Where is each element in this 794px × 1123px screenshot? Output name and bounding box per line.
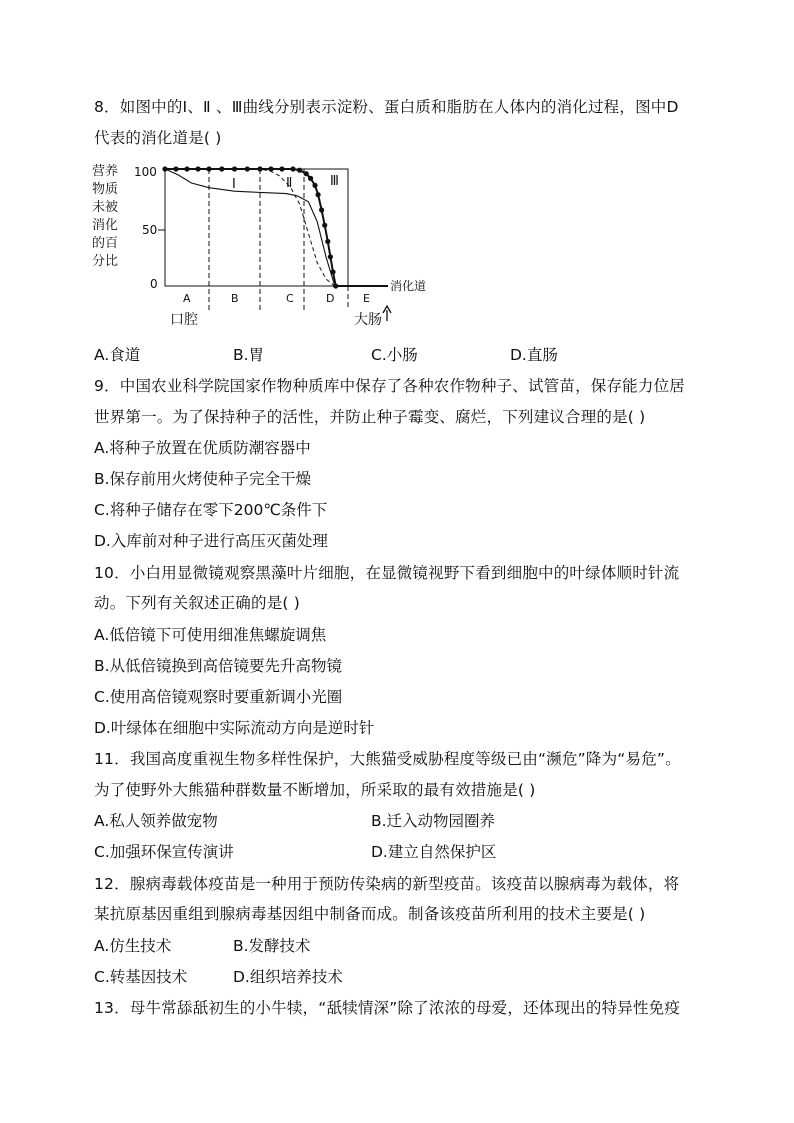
series-point	[232, 166, 237, 171]
q10-stem-line1: 10．小白用显微镜观察黑藻叶片细胞，在显微镜视野下看到细胞中的叶绿体顺时针流	[94, 564, 680, 582]
q12-option-d[interactable]: D.组织培养技术	[233, 968, 343, 986]
series-point	[245, 166, 250, 171]
series-point	[322, 223, 327, 228]
q9-option-d[interactable]: D.入库前对种子进行高压灭菌处理	[94, 532, 328, 550]
q8-option-a[interactable]: A.食道	[94, 346, 141, 364]
series-point	[308, 176, 313, 181]
digestion-chart	[90, 160, 450, 340]
q11-option-c[interactable]: C.加强环保宣传演讲	[94, 843, 234, 861]
segment-label: E	[363, 292, 370, 305]
ylabel-line: 的百	[92, 236, 119, 251]
q12-option-a[interactable]: A.仿生技术	[94, 937, 172, 955]
q8-stem-line1: 8．如图中的Ⅰ、Ⅱ 、Ⅲ曲线分别表示淀粉、蛋白质和脂肪在人体内的消化过程，图中D	[94, 98, 679, 116]
series-point	[297, 168, 302, 173]
x-axis-label: 消化道	[390, 279, 427, 293]
series-point	[325, 239, 330, 244]
ylabel-line: 消化	[92, 218, 119, 233]
q9-stem-line1: 9．中国农业科学院国家作物种质库中保存了各种农作物种子、试管苗，保存能力位居	[94, 377, 685, 395]
q12-stem-line1: 12．腺病毒载体疫苗是一种用于预防传染病的新型疫苗。该疫苗以腺病毒为载体，将	[94, 875, 680, 893]
series-point	[206, 166, 211, 171]
q10-option-c[interactable]: C.使用高倍镜观察时要重新调小光圈	[94, 688, 343, 706]
curve-label-II: Ⅱ	[286, 176, 293, 191]
q9-option-b[interactable]: B.保存前用火烤使种子完全干燥	[94, 470, 312, 488]
segment-label: A	[183, 292, 191, 305]
series-point	[173, 166, 178, 171]
q11-option-a[interactable]: A.私人领养做宠物	[94, 812, 218, 830]
series-point	[279, 166, 284, 171]
q8-option-d[interactable]: D.直肠	[510, 346, 558, 364]
series-point	[162, 166, 167, 171]
curve-label-I: Ⅰ	[232, 177, 236, 192]
q11-option-b[interactable]: B.迁入动物园圈养	[371, 812, 496, 830]
series-point	[257, 166, 262, 171]
ytick-label: 0	[150, 277, 158, 291]
series-point	[219, 166, 224, 171]
segment-label: C	[286, 292, 294, 305]
series-point	[312, 183, 317, 188]
q12-option-b[interactable]: B.发酵技术	[233, 937, 311, 955]
chart-ylabel	[92, 164, 118, 269]
series-point	[304, 171, 309, 176]
q8-stem-line2: 代表的消化道是( )	[94, 129, 222, 147]
q9-stem-line2: 世界第一。为了保持种子的活性，并防止种子霉变、腐烂，下列建议合理的是( )	[94, 408, 646, 426]
series-point	[268, 166, 273, 171]
ylabel-line: 分比	[92, 254, 119, 269]
series-point	[330, 269, 335, 274]
series-point	[328, 254, 333, 259]
q11-stem-line1: 11．我国高度重视生物多样性保护，大熊猫受威胁程度等级已由“濒危”降为“易危”。	[94, 750, 681, 768]
chart-series-group	[162, 166, 388, 288]
series-line-I	[165, 169, 388, 286]
q10-option-d[interactable]: D.叶绿体在细胞中实际流动方向是逆时针	[94, 719, 375, 737]
q8-option-b[interactable]: B.胃	[233, 346, 265, 364]
ytick-label: 100	[134, 165, 157, 179]
curve-label-III: Ⅲ	[330, 174, 339, 189]
series-point	[290, 166, 295, 171]
q13-stem-line1: 13．母牛常舔舐初生的小牛犊，“舐犊情深”除了浓浓的母爱，还体现出的特异性免疫	[94, 999, 681, 1017]
q8-option-c[interactable]: C.小肠	[371, 346, 418, 364]
annotation-mouth: 口腔	[170, 312, 198, 328]
series-point	[184, 166, 189, 171]
q12-option-c[interactable]: C.转基因技术	[94, 968, 188, 986]
q9-option-c[interactable]: C.将种子储存在零下200℃条件下	[94, 501, 328, 519]
up-arrow-icon	[383, 306, 391, 321]
series-point	[316, 192, 321, 197]
series-point	[333, 283, 338, 288]
ylabel-line: 未被	[92, 200, 119, 215]
q10-option-a[interactable]: A.低倍镜下可使用细准焦螺旋调焦	[94, 626, 327, 644]
series-line-III	[165, 169, 388, 286]
ytick-label: 50	[142, 223, 158, 237]
series-point	[319, 207, 324, 212]
q11-option-d[interactable]: D.建立自然保护区	[371, 843, 497, 861]
ylabel-line: 营养	[92, 164, 119, 179]
series-line-II	[165, 169, 388, 286]
q12-stem-line2: 某抗原基因重组到腺病毒基因组中制备而成。制备该疫苗所利用的技术主要是( )	[94, 905, 646, 923]
segment-label: D	[326, 292, 335, 305]
ylabel-line: 物质	[92, 182, 119, 197]
q11-stem-line2: 为了使野外大熊猫种群数量不断增加，所采取的最有效措施是( )	[94, 781, 536, 799]
annotation-large-intestine: 大肠	[354, 312, 382, 328]
series-point	[195, 166, 200, 171]
q9-option-a[interactable]: A.将种子放置在优质防潮容器中	[94, 439, 311, 457]
q10-stem-line2: 动。下列有关叙述正确的是( )	[94, 594, 301, 612]
q10-option-b[interactable]: B.从低倍镜换到高倍镜要先升高物镜	[94, 657, 343, 675]
segment-label: B	[231, 292, 239, 305]
